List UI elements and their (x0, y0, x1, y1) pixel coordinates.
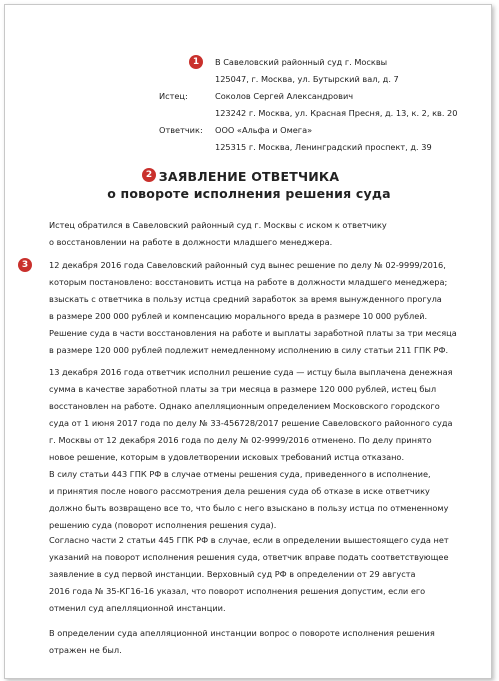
text-line: отражен не был. (49, 645, 122, 655)
text-line: Согласно части 2 статьи 445 ГПК РФ в случае, если в определении вышестоящего суда нет (49, 535, 449, 545)
plaintiff-name: Соколов Сергей Александрович (215, 91, 354, 101)
text-line: восстановлен на работе. Однако апелляционным определением Московского городского (49, 401, 440, 411)
paragraph-1 (49, 217, 459, 251)
court-address: 125047, г. Москва, ул. Бутырский вал, д. 7 (215, 74, 399, 84)
text-line: 13 декабря 2016 года ответчик исполнил решение суда — истцу была выплачена денежная (49, 367, 453, 377)
court-name: В Савеловский районный суд г. Москвы (215, 57, 388, 67)
text-line: и принятия после нового рассмотрения дела решения суда об отказе в иске ответчику (49, 486, 430, 496)
text-line: г. Москвы от 12 декабря 2016 года по делу № 02-9999/2016 отменено. По делу принято (49, 435, 432, 445)
text-line: должно быть возвращено все то, что было с него взыскано в пользу истца по отмененному (49, 503, 449, 513)
paragraph-3 (49, 364, 459, 534)
text-line: суда от 1 июня 2017 года по делу № 33-456728/2017 решение Савеловского районного суда (49, 418, 453, 428)
text-line: в размере 120 000 рублей подлежит немедленному исполнению в силу статьи 211 ГПК РФ. (49, 345, 449, 355)
text-line: заявление в суд первой инстанции. Верховный суд РФ в определении от 29 августа (49, 569, 416, 579)
text-line: указаний на поворот исполнения решения суда, ответчик вправе подать соответствующее (49, 552, 449, 562)
text-line: которым постановлено: восстановить истца на работе в должности младшего менеджера; (49, 277, 448, 287)
document-title: ЗАЯВЛЕНИЕ ОТВЕТЧИКА (158, 169, 340, 184)
defendant-name: ООО «Альфа и Омега» (215, 125, 313, 135)
text-line: новое решение, которым в удовлетворении исковых требований истца отказано. (49, 452, 405, 462)
text-line: 12 декабря 2016 года Савеловский районный суд вынес решение по делу № 02-9999/2016, (49, 260, 446, 270)
text-line: 2016 года № 35-КГ16-16 указал, что поворот исполнения решения допустим, если его (49, 586, 426, 596)
plaintiff-label: Истец: (159, 91, 188, 101)
text-line: о восстановлении на работе в должности младшего менеджера. (49, 237, 333, 247)
text-line: сумма в качестве заработной платы за три месяца в размере 120 000 рублей, истец был (49, 384, 437, 394)
text-line: отменил суд апелляционной инстанции. (49, 603, 226, 613)
defendant-label: Ответчик: (159, 125, 203, 135)
document-subtitle: о повороте исполнения решения суда (107, 186, 391, 201)
plaintiff-address: 123242 г. Москва, ул. Красная Пресня, д. 13, к. 2, кв. 20 (215, 108, 458, 118)
marker-badge-2: 2 (142, 168, 156, 182)
paragraph-4 (49, 532, 459, 617)
text-line: В силу статьи 443 ГПК РФ в случае отмены решения суда, приведенного в исполнение, (49, 469, 431, 479)
text-line: Решение суда в части восстановления на работе и выплаты заработной платы за три месяца (49, 328, 457, 338)
text-line: решению суда (поворот исполнения решения суда). (49, 520, 277, 530)
marker-badge-3: 3 (18, 258, 32, 272)
document-page (4, 4, 492, 679)
text-line: В определении суда апелляционной инстанции вопрос о повороте исполнения решения (49, 628, 435, 638)
text-line: Истец обратился в Савеловский районный суд г. Москвы с иском к ответчику (49, 220, 387, 230)
text-line: в размере 200 000 рублей и компенсацию морального вреда в размере 10 000 рублей. (49, 311, 428, 321)
defendant-address: 125315 г. Москва, Ленинградский проспект, д. 39 (215, 142, 432, 152)
paragraph-2 (49, 257, 459, 359)
marker-badge-1: 1 (189, 55, 203, 69)
paragraph-5 (49, 625, 459, 659)
text-line: взыскать с ответчика в пользу истца средний заработок за время вынужденного прогула (49, 294, 442, 304)
